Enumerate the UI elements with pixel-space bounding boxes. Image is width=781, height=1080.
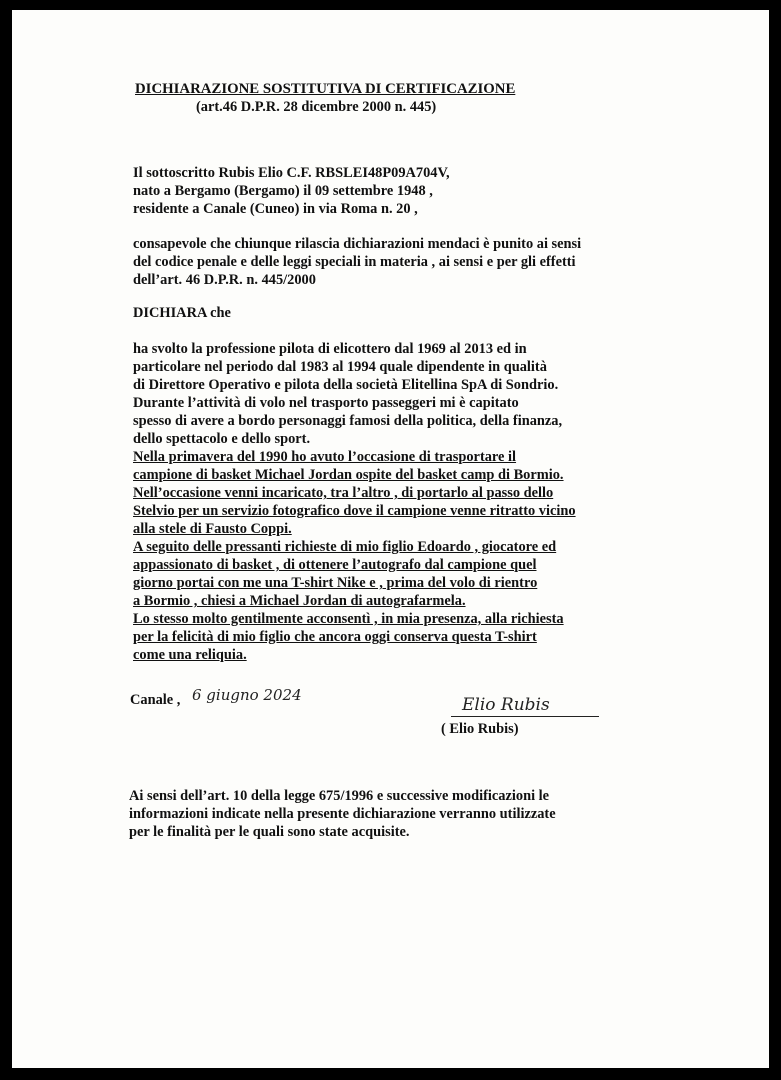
awareness-line: consapevole che chiunque rilascia dichiarazioni mendaci è punito ai sensi [133, 236, 582, 252]
awareness-line: del codice penale e delle leggi speciali in materia , ai sensi e per gli effetti [133, 254, 576, 270]
underlined-line: Stelvio per un servizio fotografico dove il campione venne ritratto vicino [133, 503, 576, 519]
declares-heading: DICHIARA che [133, 305, 231, 321]
body-line: particolare nel periodo dal 1983 al 1994 quale dipendente in qualità [133, 359, 547, 375]
underlined-line: Lo stesso molto gentilmente acconsentì , in mia presenza, alla richiesta [133, 611, 564, 627]
signer-name: ( Elio Rubis) [441, 721, 519, 737]
underlined-line: appassionato di basket , di ottenere l’autografo dal campione quel [133, 557, 537, 573]
privacy-line: per le finalità per le quali sono state acquisite. [129, 824, 410, 840]
underlined-line: giorno portai con me una T-shirt Nike e , prima del volo di rientro [133, 575, 538, 591]
intro-line: Il sottoscritto Rubis Elio C.F. RBSLEI48P09A704V, [133, 165, 450, 181]
body-line: ha svolto la professione pilota di elicottero dal 1969 al 2013 ed in [133, 341, 527, 357]
body-line: spesso di avere a bordo personaggi famosi della politica, della finanza, [133, 413, 563, 429]
body-line: Durante l’attività di volo nel trasporto passeggeri mi è capitato [133, 395, 519, 411]
intro-line: residente a Canale (Cuneo) in via Roma n. 20 , [133, 201, 418, 217]
underlined-line: Nella primavera del 1990 ho avuto l’occasione di trasportare il [133, 449, 517, 465]
underlined-line: Nell’occasione venni incaricato, tra l’altro , di portarlo al passo dello [133, 485, 554, 501]
privacy-line: informazioni indicate nella presente dichiarazione verranno utilizzate [129, 806, 556, 822]
document-page [12, 10, 769, 1068]
underlined-line: A seguito delle pressanti richieste di mio figlio Edoardo , giocatore ed [133, 539, 557, 555]
privacy-line: Ai sensi dell’art. 10 della legge 675/1996 e successive modificazioni le [129, 788, 550, 804]
body-line: di Direttore Operativo e pilota della società Elitellina SpA di Sondrio. [133, 377, 559, 393]
underlined-line: come una reliquia. [133, 647, 247, 663]
underlined-line: campione di basket Michael Jordan ospite del basket camp di Bormio. [133, 467, 564, 483]
awareness-line: dell’art. 46 D.P.R. n. 445/2000 [133, 272, 316, 288]
signature-line [451, 716, 599, 717]
underlined-line: alla stele di Fausto Coppi. [133, 521, 292, 537]
handwritten-date: 6 giugno 2024 [192, 686, 302, 704]
intro-line: nato a Bergamo (Bergamo) il 09 settembre 1948 , [133, 183, 433, 199]
underlined-line: a Bormio , chiesi a Michael Jordan di autografarmela. [133, 593, 466, 609]
handwritten-signature: Elio Rubis [462, 695, 550, 715]
document-subtitle: (art.46 D.P.R. 28 dicembre 2000 n. 445) [196, 99, 437, 115]
underlined-line: per la felicità di mio figlio che ancora oggi conserva questa T-shirt [133, 629, 537, 645]
place-label: Canale , [130, 692, 181, 708]
document-title: DICHIARAZIONE SOSTITUTIVA DI CERTIFICAZIONE [135, 81, 516, 97]
body-line: dello spettacolo e dello sport. [133, 431, 311, 447]
